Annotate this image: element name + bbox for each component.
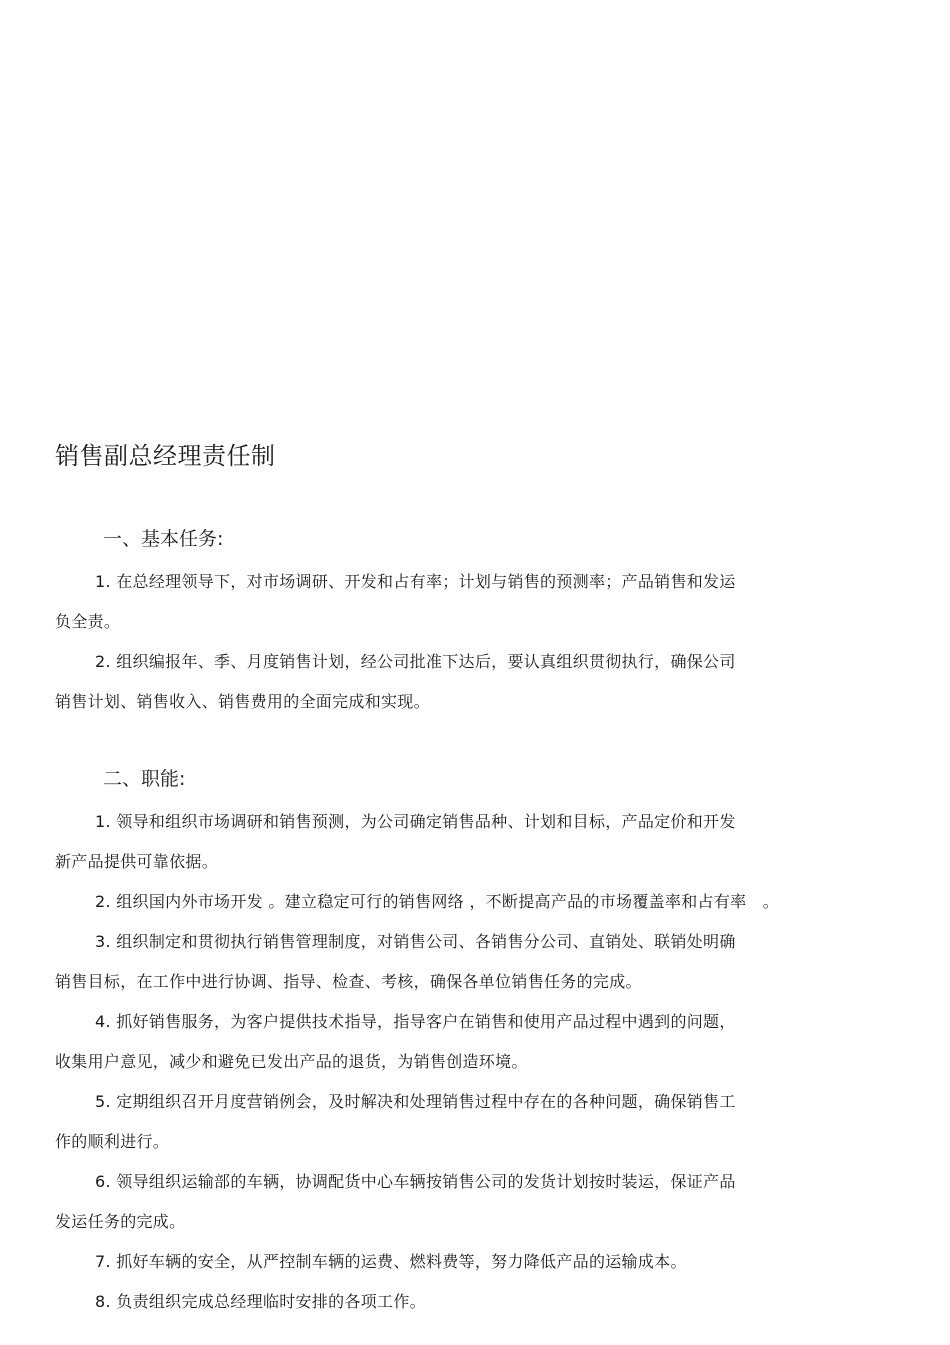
paragraph-line: 作的顺利进行。	[55, 1132, 170, 1151]
paragraph-line: 新产品提供可靠依据。	[55, 852, 219, 871]
paragraph-line: 销售计划、销售收入、销售费用的全面完成和实现。	[55, 692, 430, 711]
paragraph-line: 2. 组织国内外市场开发 。建立稳定可行的销售网络 ，不断提高产品的市场覆盖率和占有率 。	[95, 892, 780, 911]
paragraph-line: 8. 负责组织完成总经理临时安排的各项工作。	[95, 1292, 426, 1311]
paragraph-line: 4. 抓好销售服务，为客户提供技术指导，指导客户在销售和使用产品过程中遇到的问题，	[95, 1012, 736, 1031]
paragraph-line: 负全责。	[55, 612, 121, 631]
paragraph-line: 收集用户意见，减少和避免已发出产品的退货，为销售创造环境。	[55, 1052, 528, 1071]
paragraph-line: 3. 组织制定和贯彻执行销售管理制度，对销售公司、各销售分公司、直销处、联销处明确	[95, 932, 736, 951]
paragraph-line: 6. 领导组织运输部的车辆，协调配货中心车辆按销售公司的发货计划按时装运，保证产品	[95, 1172, 736, 1191]
paragraph-line: 1. 在总经理领导下，对市场调研、开发和占有率；计划与销售的预测率；产品销售和发运	[95, 572, 736, 591]
paragraph-line: 发运任务的完成。	[55, 1212, 186, 1231]
document-title: 销售副总经理责任制	[55, 442, 276, 470]
paragraph-line: 7. 抓好车辆的安全，从严控制车辆的运费、燃料费等，努力降低产品的运输成本。	[95, 1252, 687, 1271]
section-heading-functions: 二、职能:	[103, 768, 186, 790]
paragraph-line: 销售目标，在工作中进行协调、指导、检查、考核，确保各单位销售任务的完成。	[55, 972, 642, 991]
paragraph-line: 2. 组织编报年、季、月度销售计划，经公司批准下达后，要认真组织贯彻执行，确保公司	[95, 652, 736, 671]
section-heading-basic-tasks: 一、基本任务:	[103, 528, 224, 550]
paragraph-line: 5. 定期组织召开月度营销例会，及时解决和处理销售过程中存在的各种问题，确保销售工	[95, 1092, 736, 1111]
paragraph-line: 1. 领导和组织市场调研和销售预测，为公司确定销售品种、计划和目标，产品定价和开发	[95, 812, 736, 831]
